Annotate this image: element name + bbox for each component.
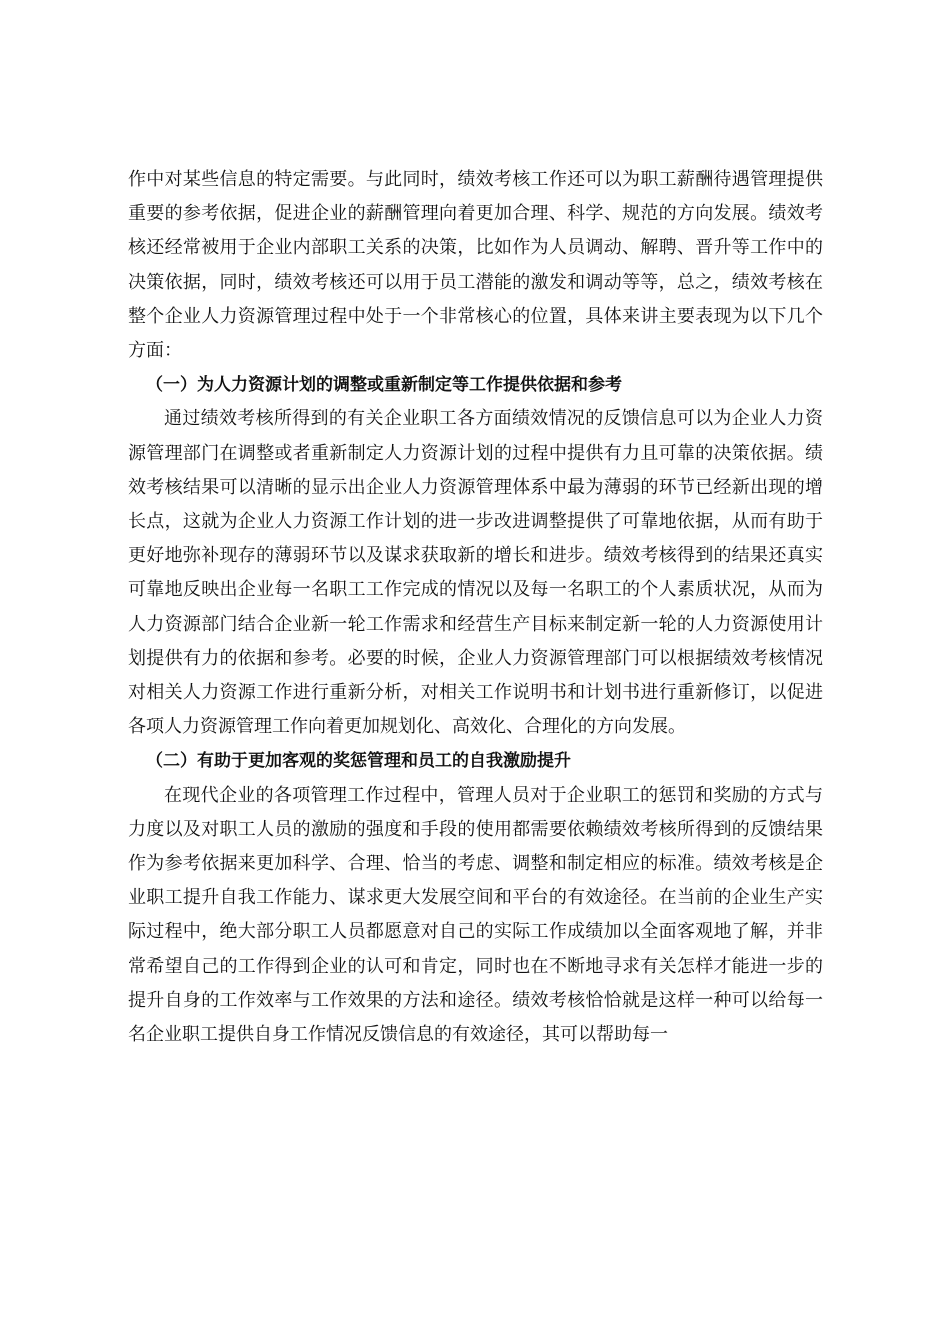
body-paragraph: 作中对某些信息的特定需要。与此同时，绩效考核工作还可以为职工薪酬待遇管理提供重要的参考依据，促进企业的薪酬管理向着更加合理、科学、规范的方向发展。绩效考核还经常被用于企业内部职工关系的决策，比如作为人员调动、解聘、晋升等工作中的决策依据，同时，绩效考核还可以用于员工潜能的激发和调动等等，总之，绩效考核在整个企业人力资源管理过程中处于一个非常核心的位置，具体来讲主要表现为以下几个方面：: [128, 169, 823, 362]
document-body: [128, 163, 823, 1052]
body-paragraph: 通过绩效考核所得到的有关企业职工各方面绩效情况的反馈信息可以为企业人力资源管理部门在调整或者重新制定人力资源计划的过程中提供有力且可靠的决策依据。绩效考核结果可以清晰的显示出企业人力资源管理体系中最为薄弱的环节已经新出现的增长点，这就为企业人力资源工作计划的进一步改进调整提供了可靠地依据，从而有助于更好地弥补现存的薄弱环节以及谋求获取新的增长和进步。绩效考核得到的结果还真实可靠地反映出企业每一名职工工作完成的情况以及每一名职工的个人素质状况，从而为人力资源部门结合企业新一轮工作需求和经营生产目标来制定新一轮的人力资源使用计划提供有力的依据和参考。必要的时候，企业人力资源管理部门可以根据绩效考核情况对相关人力资源工作进行重新分析，对相关工作说明书和计划书进行重新修订，以促进各项人力资源管理工作向着更加规划化、高效化、合理化的方向发展。: [128, 408, 823, 738]
body-paragraph: 在现代企业的各项管理工作过程中，管理人员对于企业职工的惩罚和奖励的方式与力度以及对职工人员的激励的强度和手段的使用都需要依赖绩效考核所得到的反馈结果作为参考依据来更加科学、合理、恰当的考虑、调整和制定相应的标准。绩效考核是企业职工提升自我工作能力、谋求更大发展空间和平台的有效途径。在当前的企业生产实际过程中，绝大部分职工人员都愿意对自己的实际工作成绩加以全面客观地了解，并非常希望自己的工作得到企业的认可和肯定，同时也在不断地寻求有关怎样才能进一步的提升自身的工作效率与工作效果的方法和途径。绩效考核恰恰就是这样一种可以给每一名企业职工提供自身工作情况反馈信息的有效途径，其可以帮助每一: [128, 784, 823, 1046]
section-heading: （二）有助于更加客观的奖惩管理和员工的自我激励提升: [146, 751, 571, 772]
section-heading: （一）为人力资源计划的调整或重新制定等工作提供依据和参考: [146, 375, 622, 396]
